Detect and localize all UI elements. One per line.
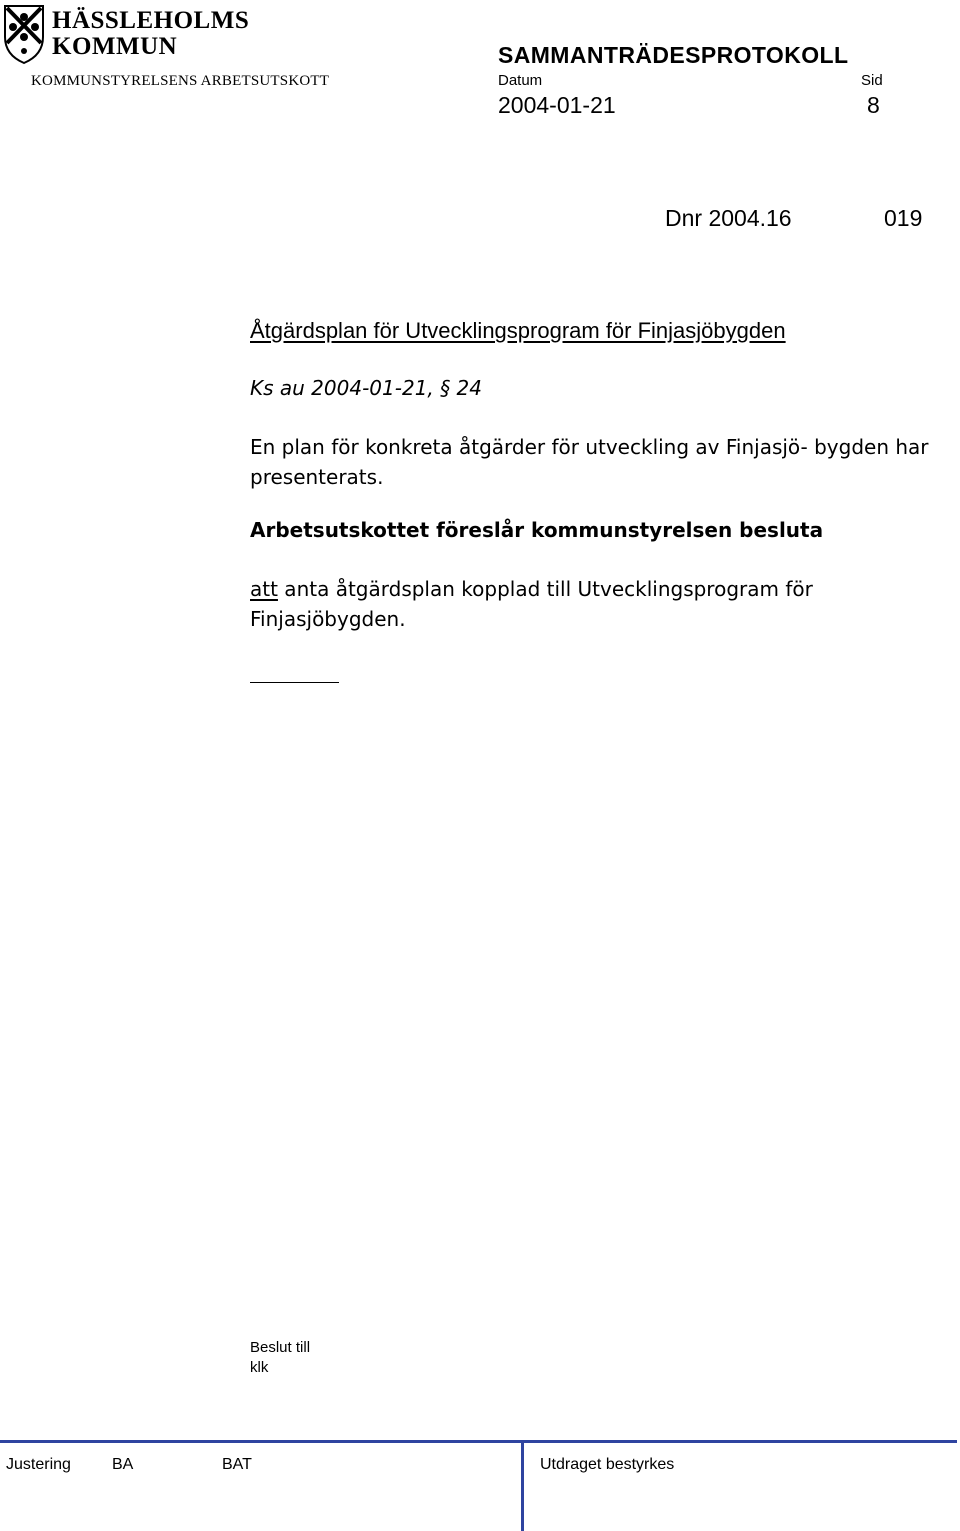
decision-text: anta åtgärdsplan kopplad till Utvecklingsprogram för Finjasjöbygden. — [250, 577, 813, 631]
case-number: 019 — [884, 205, 923, 231]
organisation-name-line2: KOMMUN — [52, 33, 178, 60]
item-heading: Åtgärdsplan för Utvecklingsprogram för Finjasjöbygden — [250, 318, 786, 343]
organisation-name-line1: HÄSSLEHOLMS — [52, 7, 250, 34]
page-label: Sid — [861, 72, 883, 89]
decision-att: att — [250, 577, 278, 601]
footer-rule — [0, 1440, 957, 1443]
document-type: SAMMANTRÄDESPROTOKOLL — [498, 42, 849, 68]
date-label: Datum — [498, 72, 543, 89]
date-value: 2004-01-21 — [498, 92, 616, 118]
decision-paragraph — [250, 574, 940, 634]
footer-signature-ba: BA — [112, 1456, 134, 1473]
footer-signature-bat: BAT — [222, 1456, 252, 1473]
footer-justering-label: Justering — [6, 1456, 71, 1473]
footer-certified-label: Utdraget bestyrkes — [540, 1456, 675, 1473]
page-number: 8 — [867, 92, 880, 118]
coat-of-arms-icon — [2, 3, 46, 65]
distribution-line1: Beslut till — [250, 1339, 311, 1356]
distribution-list — [250, 1338, 310, 1378]
footer-divider — [521, 1440, 524, 1531]
proposal-statement: Arbetsutskottet föreslår kommunstyrelsen besluta — [250, 518, 824, 542]
meeting-reference: Ks au 2004-01-21, § 24 — [250, 376, 482, 400]
distribution-line2: klk — [250, 1359, 269, 1376]
section-separator — [250, 682, 339, 683]
case-dnr: Dnr 2004.16 — [665, 205, 792, 231]
item-description: En plan för konkreta åtgärder för utveckling av Finjasjö- bygden har presenterats. — [250, 435, 929, 489]
committee-name: KOMMUNSTYRELSENS ARBETSUTSKOTT — [31, 73, 330, 89]
